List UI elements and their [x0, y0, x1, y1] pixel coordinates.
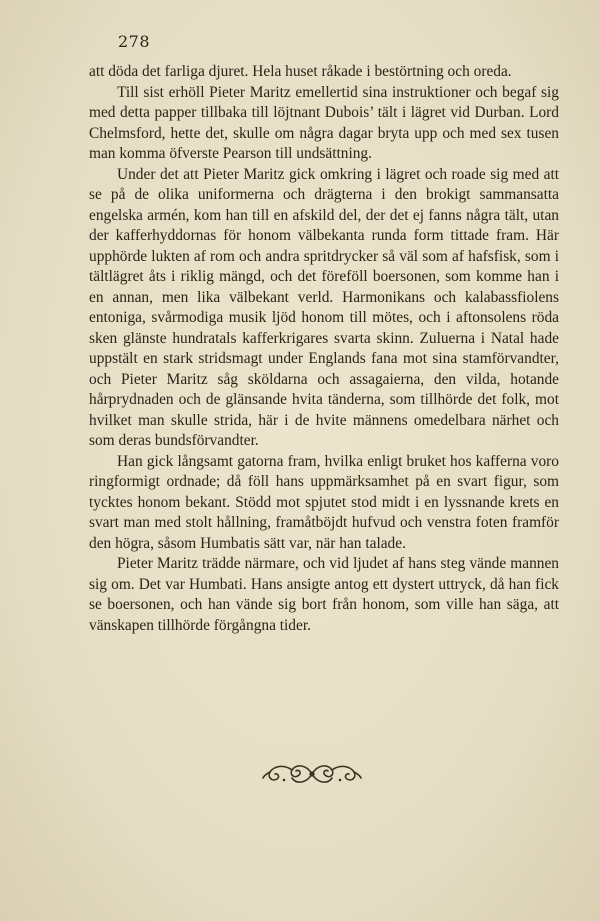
paragraph: Under det att Pieter Maritz gick omkring i lägret och roade sig med att se på de olika uniformerna och drägterna i den brokigt sammansatta engelska armén, kom han till en afskild del, der det ej fanns några tält, utan der kafferhyddornas för honom välbekanta runda form tittade fram. Här upphörde lukten af rom och andra spritdrycker så väl som af hafsfisk, som i tältlägret åts i riklig mängd, och det föreföll boersonen, som komme han i en annan, men lika välbekant verld. Harmonikans och kalabassfiolens entoniga, svårmodiga musik ljöd honom till mötes, och i aftonsolens röda sken glänste hundratals kafferkrigares svarta skinn. Zuluerna i Natal hade uppstält en stark stridsmagt under Englands fana mot sina stamförvandter, och Pieter Maritz såg sköldarna och assagaierna, den vilda, hotande hårprydnaden och de glänsande hvita tänderna, som tillhörde det folk, mot hvilket man skulle strida, här i de hvite männens omedelbara närhet och som deras bundsförvandter. [89, 165, 559, 449]
paragraph: Han gick långsamt gatorna fram, hvilka enligt bruket hos kafferna voro ringformigt ordnade; då föll hans uppmärksamhet på en svart figur, som tycktes honom bekant. Stödd mot spjutet stod midt i en lyssnande krets en svart man med stolt hållning, framåtböjdt hufvud och venstra foten framför den högra, såsom Humbatis sätt var, när han talade. [89, 452, 559, 552]
paragraph: Pieter Maritz trädde närmare, och vid ljudet af hans steg vände mannen sig om. Det var Humbati. Hans ansigte antog ett dystert uttryck, då han fick se boersonen, och han vände sig bort från honom, som ville han säga, att vänskapen tillhörde förgångna tider. [89, 555, 559, 634]
paragraph-continuation: att döda det farliga djuret. Hela huset råkade i bestörtning och oreda. [89, 63, 512, 80]
decorative-tailpiece-ornament [262, 758, 362, 790]
page-number: 278 [118, 32, 151, 51]
body-text [89, 62, 559, 636]
paragraph: Till sist erhöll Pieter Maritz emellertid sina instruktioner och begaf sig med detta papper tillbaka till löjtnant Dubois’ tält i lägret vid Durban. Lord Chelmsford, hette det, skulle om några dagar bryta upp och med sex tusen man komma öfverste Pearson till undsättning. [89, 83, 559, 162]
